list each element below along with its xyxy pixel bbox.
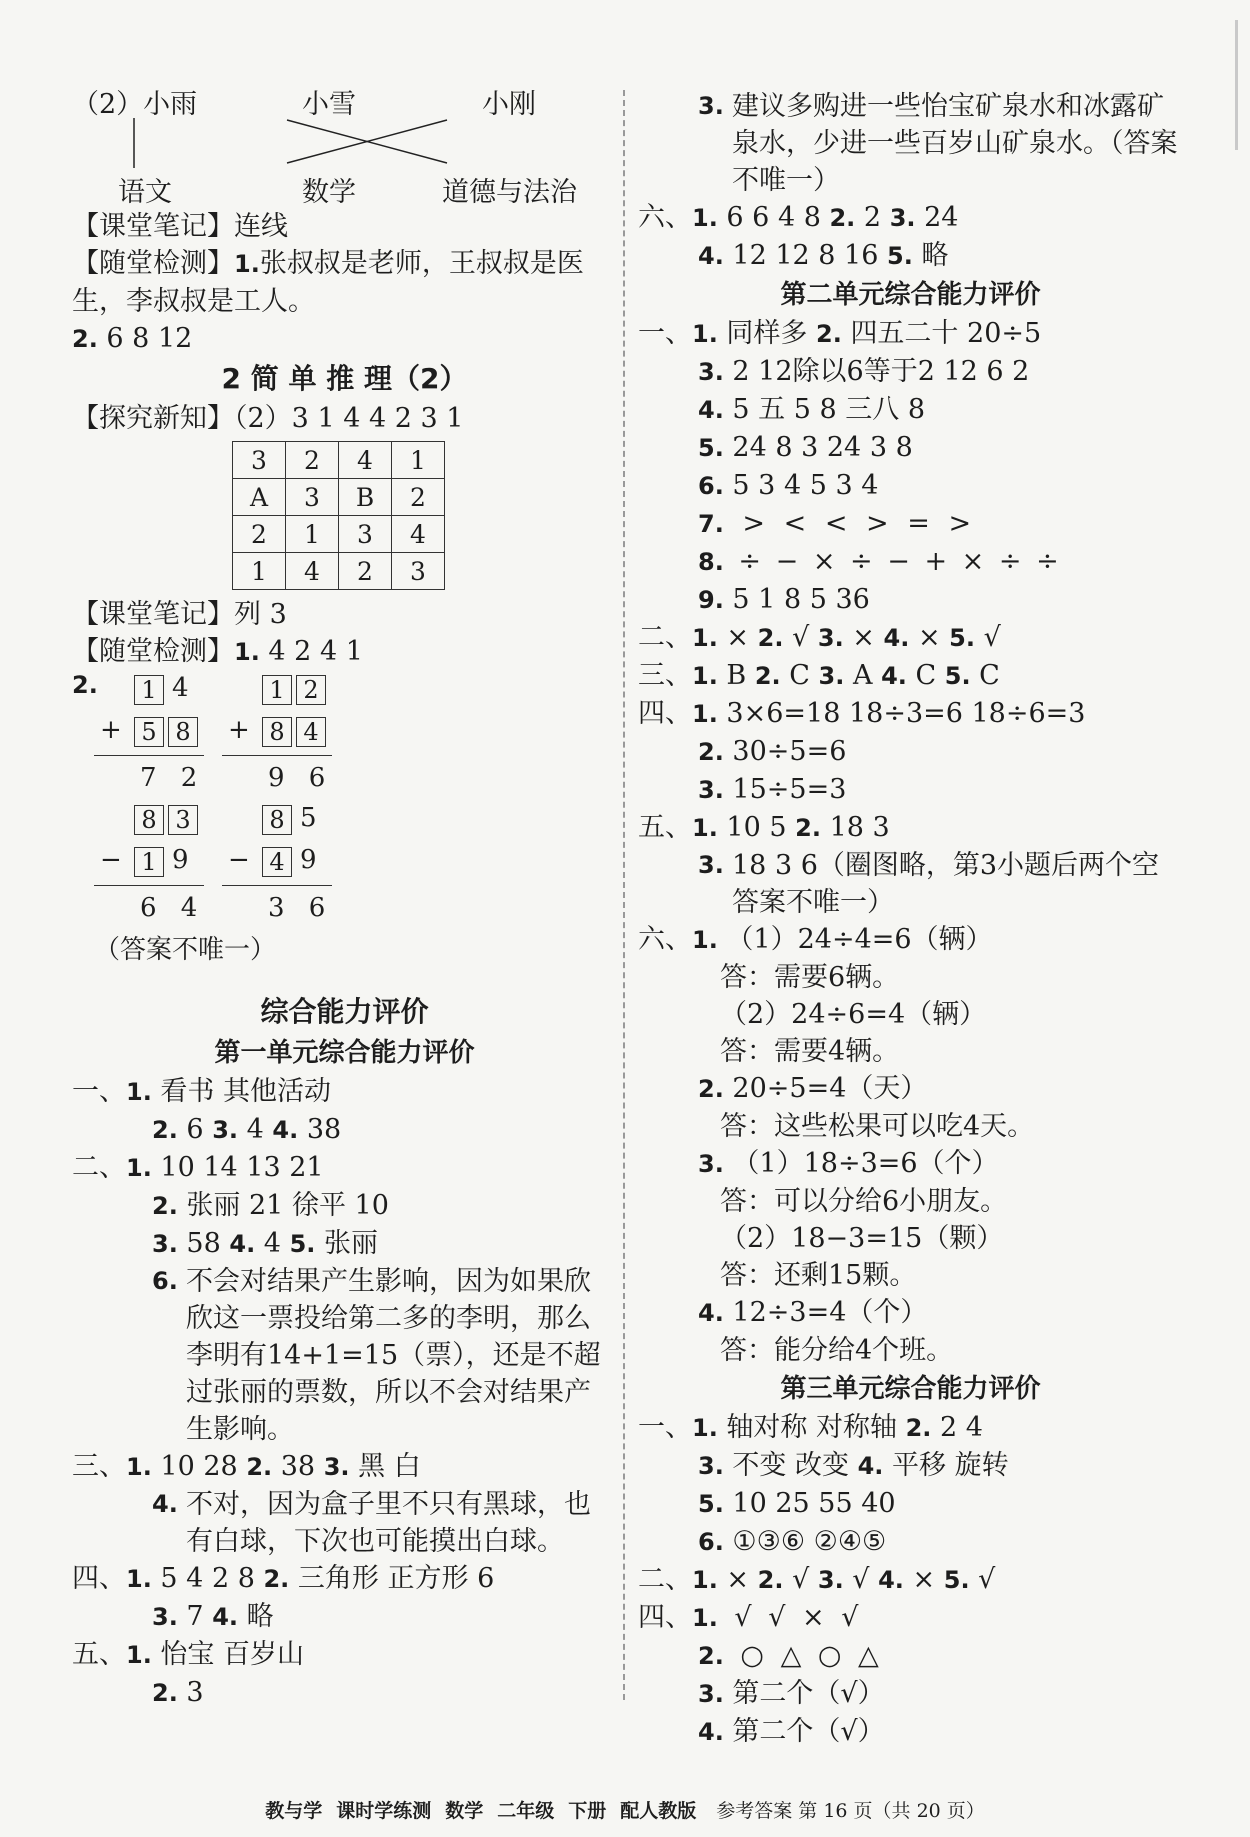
page-footer — [0, 1796, 1250, 1823]
u1-q5-1: 五、1. 怡宝 百岁山 — [72, 1639, 305, 1670]
u1-q2-6: 6. 不会对结果产生影响，因为如果欣欣这一票投给第二多的李明，那么李明有14+1=15（票），还是不超过张丽的票数，所以不会对结果产生影响。 — [152, 1266, 601, 1445]
u2-q1-9: 9. 5 1 8 5 36 — [698, 584, 870, 615]
column-divider — [623, 90, 625, 1700]
footer-page-number: 第 16 页（共 20 页） — [798, 1800, 985, 1822]
u2-q6-1c: （2）24÷6=4（辆） — [720, 999, 987, 1030]
u1-q4-1: 四、1. 5 4 2 8 2. 三角形 正方形 6 — [72, 1563, 495, 1594]
u3-q4-2: 2. ○ △ ○ △ — [698, 1640, 879, 1671]
u1-q5-2: 2. 3 — [152, 1677, 204, 1708]
u1-q2-3: 3. 58 4. 4 5. 张丽 — [152, 1228, 378, 1259]
match-bottom-1: 语文 — [118, 177, 172, 208]
u2-q6-2b: 答：这些松果可以吃4天。 — [720, 1111, 1035, 1142]
u2-q1-1: 一、1. 同样多 2. 四五二十 20÷5 — [638, 318, 1042, 349]
class-check-2: 2. 6 8 12 — [72, 323, 193, 354]
u2-q1-5: 5. 24 8 3 24 3 8 — [698, 432, 913, 463]
explore-answer: 【探究新知】（2）3 1 4 4 2 3 1 — [72, 403, 464, 434]
u2-q6-3c: （2）18−3=15（颗） — [720, 1223, 1004, 1254]
arith-note: （答案不唯一） — [94, 935, 277, 965]
u3-q4-4: 4. 第二个（√） — [698, 1716, 885, 1747]
u2-q1-7: 7. > < < > = > — [698, 508, 972, 539]
u3-q1-5: 5. 10 25 55 40 — [698, 1488, 896, 1519]
u1-q6-1: 六、1. 6 6 4 8 2. 2 3. 24 — [638, 202, 959, 233]
u3-q1-1: 一、1. 轴对称 对称轴 2. 2 4 — [638, 1412, 983, 1443]
unit3-title: 第三单元综合能力评价 — [780, 1374, 1041, 1404]
u2-q3: 三、1. B 2. C 3. A 4. C 5. C — [638, 660, 1000, 691]
u3-q4-3: 3. 第二个（√） — [698, 1678, 885, 1709]
class-notes-2: 【课堂笔记】列 3 — [72, 599, 287, 630]
match-bottom-2: 数学 — [302, 177, 356, 208]
class-check-1: 【随堂检测】1.张叔叔是老师，王叔叔是医生，李叔叔是工人。 — [72, 248, 584, 317]
matching-diagram — [72, 88, 617, 238]
u1-q2-1: 二、1. 10 14 13 21 — [72, 1152, 324, 1183]
u1-q3-4: 4. 不对，因为盒子里不只有黑球，也有白球，下次也可能摸出白球。 — [152, 1489, 591, 1557]
footer-book-5: 配人教版 — [620, 1800, 697, 1822]
u2-q6-3b: 答：可以分给6小朋友。 — [720, 1186, 1008, 1217]
u2-q6-1d: 答：需要4辆。 — [720, 1036, 900, 1067]
u2-q1-3: 3. 2 12除以6等于2 12 6 2 — [698, 356, 1030, 387]
footer-section: 参考答案 — [716, 1800, 793, 1822]
u3-q1-6: 6. ①③⑥ ②④⑤ — [698, 1526, 887, 1557]
footer-book-2: 数学 — [445, 1800, 484, 1822]
u1-q6-4: 4. 12 12 8 16 5. 略 — [698, 240, 949, 271]
u2-q6-3a: 3. （1）18÷3=6（个） — [698, 1148, 999, 1179]
u1-q5-3: 3. 建议多购进一些怡宝矿泉水和冰露矿泉水，少进一些百岁山矿泉水。（答案不唯一） — [698, 91, 1178, 196]
u1-q3-1: 三、1. 10 28 2. 38 3. 黑 白 — [72, 1451, 421, 1482]
footer-book-1: 课时学练测 — [336, 1800, 432, 1822]
u2-q4-3: 3. 15÷5=3 — [698, 774, 847, 805]
left-column — [72, 88, 617, 1712]
footer-book-4: 下册 — [568, 1800, 607, 1822]
u2-q4-1: 四、1. 3×6=18 18÷3=6 18÷6=3 — [638, 698, 1086, 729]
u2-q1-8: 8. ÷ − × ÷ − + × ÷ ÷ — [698, 546, 1059, 577]
vertical-arithmetic: 2. 1 4 + 5 8 7 2 1 2 + 8 4 9 6 8 3 − 1 9 6 4 8 5 − 4 9 3 6 （答案不唯一） — [72, 671, 334, 965]
match-label: （2）小雨 — [72, 89, 198, 120]
u2-q6-3d: 答：还剩15颗。 — [720, 1260, 917, 1291]
section-title: 2 简 单 推 理（2） — [221, 362, 468, 395]
class-check-3: 【随堂检测】1. 4 2 4 1 — [72, 636, 363, 667]
u2-q1-6: 6. 5 3 4 5 3 4 — [698, 470, 879, 501]
u3-q2: 二、1. × 2. √ 3. √ 4. × 5. √ — [638, 1564, 996, 1595]
match-top-1: 小雪 — [302, 89, 356, 120]
u2-q6-4b: 答：能分给4个班。 — [720, 1335, 954, 1366]
u2-q5-3: 3. 18 3 6（圈图略，第3小题后两个空答案不唯一） — [698, 850, 1160, 918]
match-top-2: 小刚 — [482, 89, 536, 120]
u1-q1-1: 一、1. 看书 其他活动 — [72, 1076, 332, 1107]
u3-q4-1: 四、1. √ √ × √ — [638, 1602, 859, 1633]
page-edge — [1235, 20, 1238, 150]
reasoning-grid: 3 2 4 1 A 3 B 2 2 1 3 4 1 4 2 3 — [232, 441, 445, 590]
footer-book-3: 二年级 — [497, 1800, 555, 1822]
u2-q6-1a: 六、1. （1）24÷4=6（辆） — [638, 924, 993, 955]
right-column — [638, 88, 1183, 1751]
u2-q2: 二、1. × 2. √ 3. × 4. × 5. √ — [638, 622, 1001, 653]
u3-q1-3: 3. 不变 改变 4. 平移 旋转 — [698, 1450, 1009, 1481]
eval-title: 综合能力评价 — [260, 995, 429, 1028]
u1-q2-2: 2. 张丽 21 徐平 10 — [152, 1190, 389, 1221]
match-bottom-3: 道德与法治 — [442, 177, 577, 208]
unit2-title: 第二单元综合能力评价 — [780, 280, 1041, 310]
u2-q1-4: 4. 5 五 5 8 三八 8 — [698, 394, 926, 425]
u1-q4-3: 3. 7 4. 略 — [152, 1601, 274, 1632]
u2-q5-1: 五、1. 10 5 2. 18 3 — [638, 812, 890, 843]
unit1-title: 第一单元综合能力评价 — [214, 1038, 475, 1068]
u1-q1-2: 2. 6 3. 4 4. 38 — [152, 1114, 342, 1145]
footer-book-0: 教与学 — [265, 1800, 323, 1822]
u2-q6-1b: 答：需要6辆。 — [720, 962, 900, 993]
class-notes: 【课堂笔记】连线 — [72, 211, 288, 242]
u2-q4-2: 2. 30÷5=6 — [698, 736, 847, 767]
u2-q6-4a: 4. 12÷3=4（个） — [698, 1297, 928, 1328]
u2-q6-2a: 2. 20÷5=4（天） — [698, 1073, 928, 1104]
